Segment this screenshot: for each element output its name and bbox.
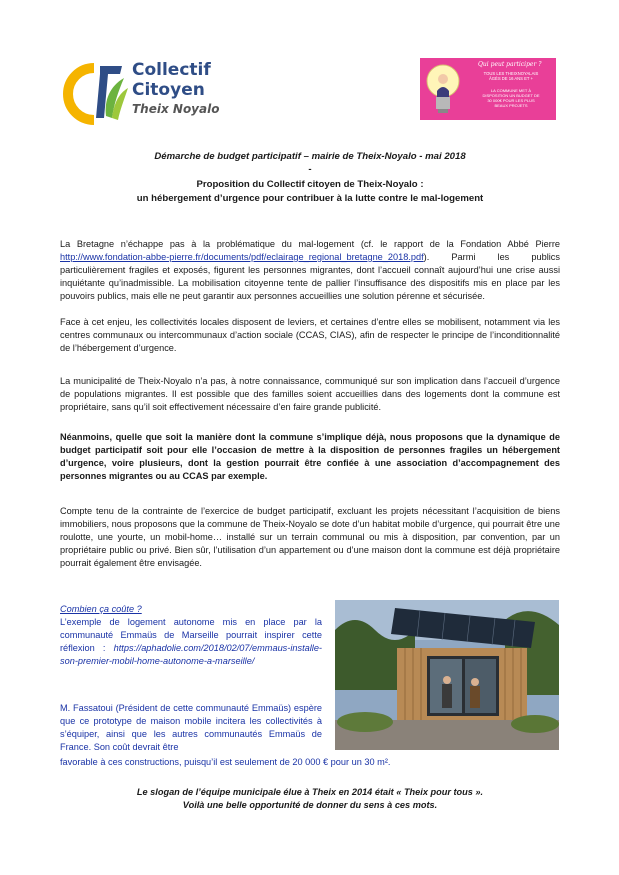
paragraph-collectivites: Face à cet enjeu, les collectivités locales disposent de leviers, et certaines d’entre elles se mobilisent, notamment via les centres communaux ou intercommunaux d’action sociale (CCAS, CIAS), afin de respecter le principe de l’inconditionnalité de l’hébergement d’urgence. (60, 317, 560, 353)
logo-icon (60, 58, 130, 128)
slogan-line-2: Voilà une belle opportunité de donner du sens à ces mots. (182, 800, 438, 810)
cost-example-text: L’exemple de logement autonome mis en place par la communauté Emmaüs de Marseille pourrait inspirer cette réflexion : (60, 617, 322, 653)
document-subtitle: Démarche de budget participatif – mairie de Theix-Noyalo - mai 2018 (154, 151, 466, 162)
paragraph-proposition: Néanmoins, quelle que soit la manière dont la commune s’implique déjà, nous proposons que la dynamique de budget participatif soit pour elle l’occasion de mettre à la disposition de personnes fragiles un hébergement d’urgence, voire plusieurs, dont la gestion pourrait être confiée à une association d’accompagnement des personnes migrantes ou au CCAS par exemple. (60, 432, 560, 481)
cost-heading: Combien ça coûte ? (60, 604, 142, 614)
poster-line-1: TOUS LES THEIXNOYALAIS ÂGÉS DE 16 ANS ET + (483, 71, 539, 82)
mobile-home-image (335, 600, 559, 750)
cost-paragraph-fassatoui: M. Fassatoui (Président de cette communauté Emmaüs) espère que ce prototype de maison mobile incitera les collectivités à s’équiper, ainsi que les autres communautés Emmaüs de France. Son coût devrait être (60, 703, 322, 752)
document-title-line-2: un hébergement d’urgence pour contribuer à la lutte contre le mal-logement (136, 193, 484, 204)
paragraph-intro (60, 238, 560, 303)
paragraph-municipalite: La municipalité de Theix-Noyalo n’a pas, à notre connaissance, communiqué sur son implication dans l’accueil d’urgence de populations migrantes. Il est possible que des familles soient accueillies dans des logements dont la commune est propriétaire, sans qu’il soit effectivement nécessaire d’en faire grande publicité. (60, 376, 560, 412)
cost-paragraph-example (60, 616, 322, 668)
participation-poster (420, 58, 556, 120)
logo-line-citoyen: Citoyen (132, 80, 205, 100)
cost-paragraph-end: favorable à ces constructions, puisqu’il est seulement de 20 000 € pour un 30 m². (60, 757, 391, 767)
document-title-line-1: Proposition du Collectif citoyen de Theix-Noyalo : (196, 179, 424, 190)
emmaus-article-url[interactable]: https://aphadolie.com/2018/02/07/emmaus-installe-son-premier-mobil-home-autonome-a-marseille/ (60, 643, 322, 666)
intro-text-after: ). Parmi les publics particulièrement fragiles et exposés, figurent les personnes migrantes, dont l’accueil connaît aujourd’hui une crise aussi inquiétante qu’inadmissible. La mobilisation citoyenne tente de pallier l’insuffisance des dispositifs mis en place par les pouvoirs publics, mais elle ne peut garantir aux personnes accueillies une solution pérenne et sécurisée. (60, 252, 560, 301)
logo-line-collectif: Collectif (132, 60, 211, 80)
mobile-home-photo (335, 600, 559, 750)
poster-title: Qui peut participer ? (478, 61, 542, 68)
header-dash: - (308, 164, 312, 175)
logo-line-theix-noyalo: Theix Noyalo (132, 102, 220, 116)
intro-text-before: La Bretagne n’échappe pas à la problématique du mal-logement (cf. le rapport de la Fondation Abbé Pierre (60, 239, 560, 249)
fondation-report-link[interactable]: http://www.fondation-abbe-pierre.fr/documents/pdf/eclairage_regional_bretagne_2018.pdf (60, 252, 424, 262)
paragraph-habitat-mobile: Compte tenu de la contrainte de l’exercice de budget participatif, excluant les projets nécessitant l’acquisition de biens immobiliers, nous proposons que la commune de Theix-Noyalo se dote d’un habitat mobile d’urgence, qui pourrait être une roulotte, une yourte, un mobil-home… installé sur un terrain communal ou mis à disposition, par convention, par un propriétaire public ou privé. Bien sûr, l’utilisation d’un appartement ou d’une maison dont la commune est déjà propriétaire pourrait également être envisagée. (60, 506, 560, 568)
collectif-logo (60, 58, 240, 128)
lightbulb-icon (424, 61, 462, 117)
poster-line-2: LA COMMUNE MET À DISPOSITION UN BUDGET DE 30 000€ POUR LES PLUS BEAUX PROJETS (482, 88, 540, 108)
slogan-line-1: Le slogan de l’équipe municipale élue à Theix en 2014 était « Theix pour tous ». (136, 787, 484, 797)
